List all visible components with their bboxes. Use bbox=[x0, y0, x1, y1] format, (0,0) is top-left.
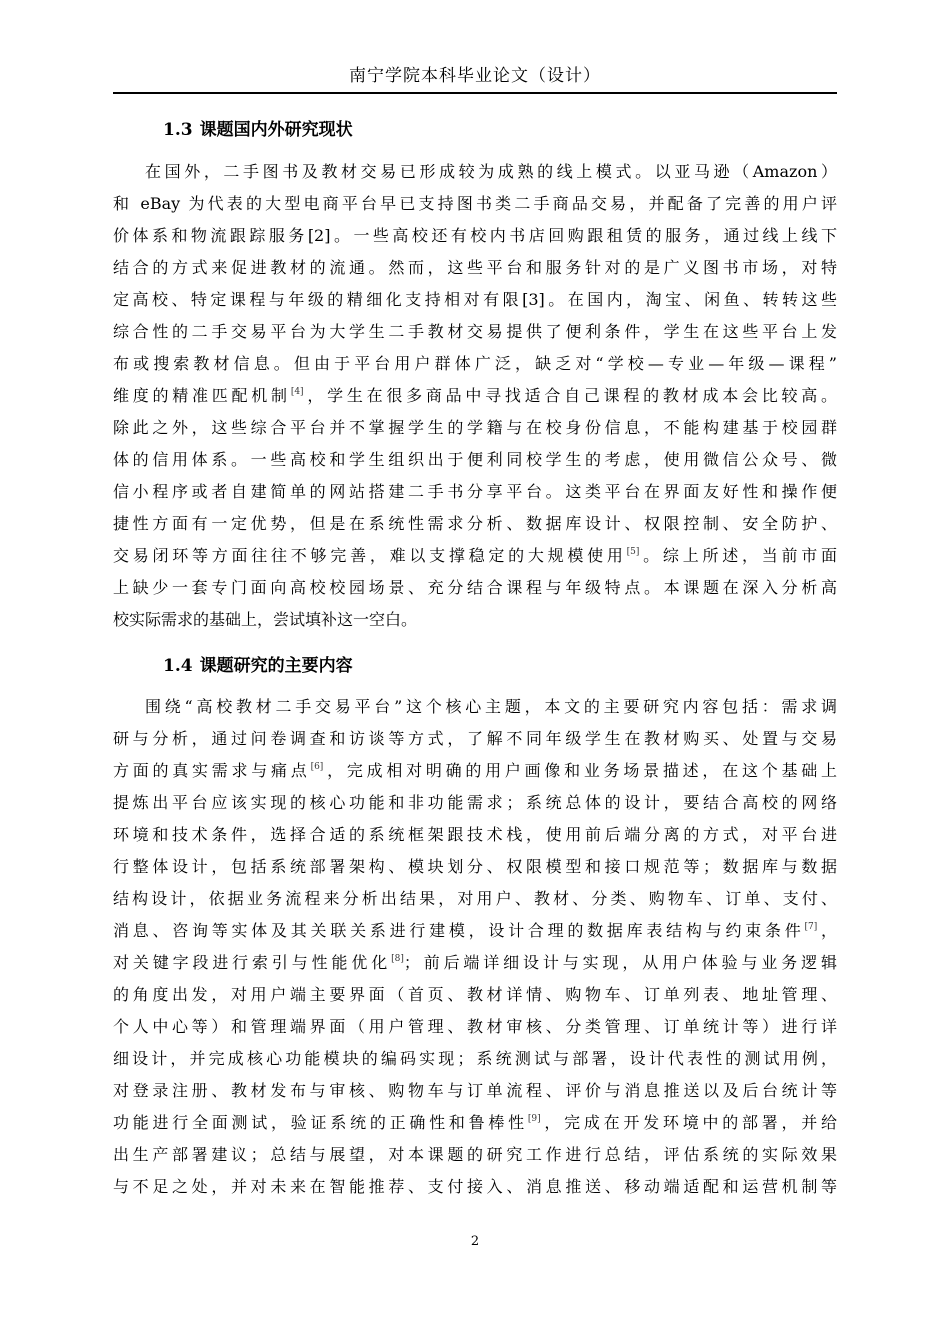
paragraph-line: 在国外，二手图书及教材交易已形成较为成熟的线上模式。以亚马逊（Amazon） bbox=[145, 162, 837, 181]
paragraph-line: 布或搜索教材信息。但由于平台用户群体广泛，缺乏对“学校—专业—年级—课程” bbox=[113, 354, 837, 373]
section-title: 课题国内外研究现状 bbox=[199, 120, 353, 140]
paragraph-line: 交易闭环等方面往往不够完善，难以支撑稳定的大规模使用[5]。综上所述，当前市面 bbox=[113, 546, 837, 565]
paragraph-line: 行整体设计，包括系统部署架构、模块划分、权限模型和接口规范等；数据库与数据 bbox=[113, 857, 837, 876]
running-header: 南宁学院本科毕业论文（设计） bbox=[349, 66, 601, 86]
citation-ref: [5] bbox=[626, 547, 640, 557]
paragraph-line: 与不足之处，并对未来在智能推荐、支付接入、消息推送、移动端适配和运营机制等 bbox=[113, 1177, 837, 1196]
paragraph-line: 捷性方面有一定优势，但是在系统性需求分析、数据库设计、权限控制、安全防护、 bbox=[113, 514, 837, 533]
paragraph-line: 围绕“高校教材二手交易平台”这个核心主题，本文的主要研究内容包括：需求调 bbox=[145, 697, 837, 716]
paragraph-line: 和 eBay 为代表的大型电商平台早已支持图书类二手商品交易，并配备了完善的用户评 bbox=[113, 194, 837, 213]
section-1-3-paragraph bbox=[113, 156, 837, 636]
paragraph-line: 消息、咨询等实体及其关联关系进行建模，设计合理的数据库表结构与约束条件[7]， bbox=[113, 921, 837, 940]
paragraph-line: 结合的方式来促进教材的流通。然而，这些平台和服务针对的是广义图书市场，对特 bbox=[113, 258, 837, 277]
paragraph-line: 对登录注册、教材发布与审核、购物车与订单流程、评价与消息推送以及后台统计等 bbox=[113, 1081, 837, 1100]
paragraph-line: 除此之外，这些综合平台并不掌握学生的学籍与在校身份信息，不能构建基于校园群 bbox=[113, 418, 837, 437]
paragraph-line: 对关键字段进行索引与性能优化[8]；前后端详细设计与实现，从用户体验与业务逻辑 bbox=[113, 953, 837, 972]
paragraph-line: 价体系和物流跟踪服务[2]。一些高校还有校内书店回购跟租赁的服务，通过线上线下 bbox=[113, 226, 837, 245]
paragraph-line: 提炼出平台应该实现的核心功能和非功能需求；系统总体的设计，要结合高校的网络 bbox=[113, 793, 837, 812]
paragraph-line: 的角度出发，对用户端主要界面（首页、教材详情、购物车、订单列表、地址管理、 bbox=[113, 985, 837, 1004]
section-title: 课题研究的主要内容 bbox=[199, 656, 353, 676]
paragraph-line: 出生产部署建议；总结与展望，对本课题的研究工作进行总结，评估系统的实际效果 bbox=[113, 1145, 837, 1164]
section-heading-1-3 bbox=[163, 119, 353, 141]
paragraph-line: 上缺少一套专门面向高校校园场景、充分结合课程与年级特点。本课题在深入分析高 bbox=[113, 578, 837, 597]
paragraph-line: 定高校、特定课程与年级的精细化支持相对有限[3]。在国内，淘宝、闲鱼、转转这些 bbox=[113, 290, 837, 309]
citation-ref: [4] bbox=[290, 387, 304, 397]
paragraph-line: 校实际需求的基础上，尝试填补这一空白。 bbox=[113, 610, 418, 629]
paragraph-line: 环境和技术条件，选择合适的系统框架跟技术栈，使用前后端分离的方式，对平台进 bbox=[113, 825, 837, 844]
paragraph-line: 细设计，并完成核心功能模块的编码实现；系统测试与部署，设计代表性的测试用例， bbox=[113, 1049, 837, 1068]
section-number: 1.4 bbox=[163, 656, 193, 676]
paragraph-line: 功能进行全面测试，验证系统的正确性和鲁棒性[9]，完成在开发环境中的部署，并给 bbox=[113, 1113, 837, 1132]
header-rule bbox=[113, 92, 837, 94]
citation-ref: [6] bbox=[310, 762, 324, 772]
citation-ref: [8] bbox=[391, 954, 404, 964]
paragraph-line: 个人中心等）和管理端界面（用户管理、教材审核、分类管理、订单统计等）进行详 bbox=[113, 1017, 837, 1036]
paragraph-line: 信小程序或者自建简单的网站搭建二手书分享平台。这类平台在界面友好性和操作便 bbox=[113, 482, 837, 501]
paragraph-line: 体的信用体系。一些高校和学生组织出于便利同校学生的考虑，使用微信公众号、微 bbox=[113, 450, 837, 469]
section-heading-1-4 bbox=[163, 655, 353, 677]
paragraph-line: 研与分析，通过问卷调查和访谈等方式，了解不同年级学生在教材购买、处置与交易 bbox=[113, 729, 837, 748]
paragraph-line: 结构设计，依据业务流程来分析出结果，对用户、教材、分类、购物车、订单、支付、 bbox=[113, 889, 837, 908]
paragraph-line: 维度的精准匹配机制[4]，学生在很多商品中寻找适合自己课程的教材成本会比较高。 bbox=[113, 386, 837, 405]
section-number: 1.3 bbox=[163, 120, 193, 140]
citation-ref: [7] bbox=[804, 922, 818, 932]
page-number: 2 bbox=[470, 1234, 480, 1249]
paragraph-line: 方面的真实需求与痛点[6]，完成相对明确的用户画像和业务场景描述，在这个基础上 bbox=[113, 761, 837, 780]
citation-ref: [9] bbox=[527, 1114, 541, 1124]
paragraph-line: 综合性的二手交易平台为大学生二手教材交易提供了便利条件，学生在这些平台上发 bbox=[113, 322, 837, 341]
section-1-4-paragraph bbox=[113, 691, 837, 1203]
